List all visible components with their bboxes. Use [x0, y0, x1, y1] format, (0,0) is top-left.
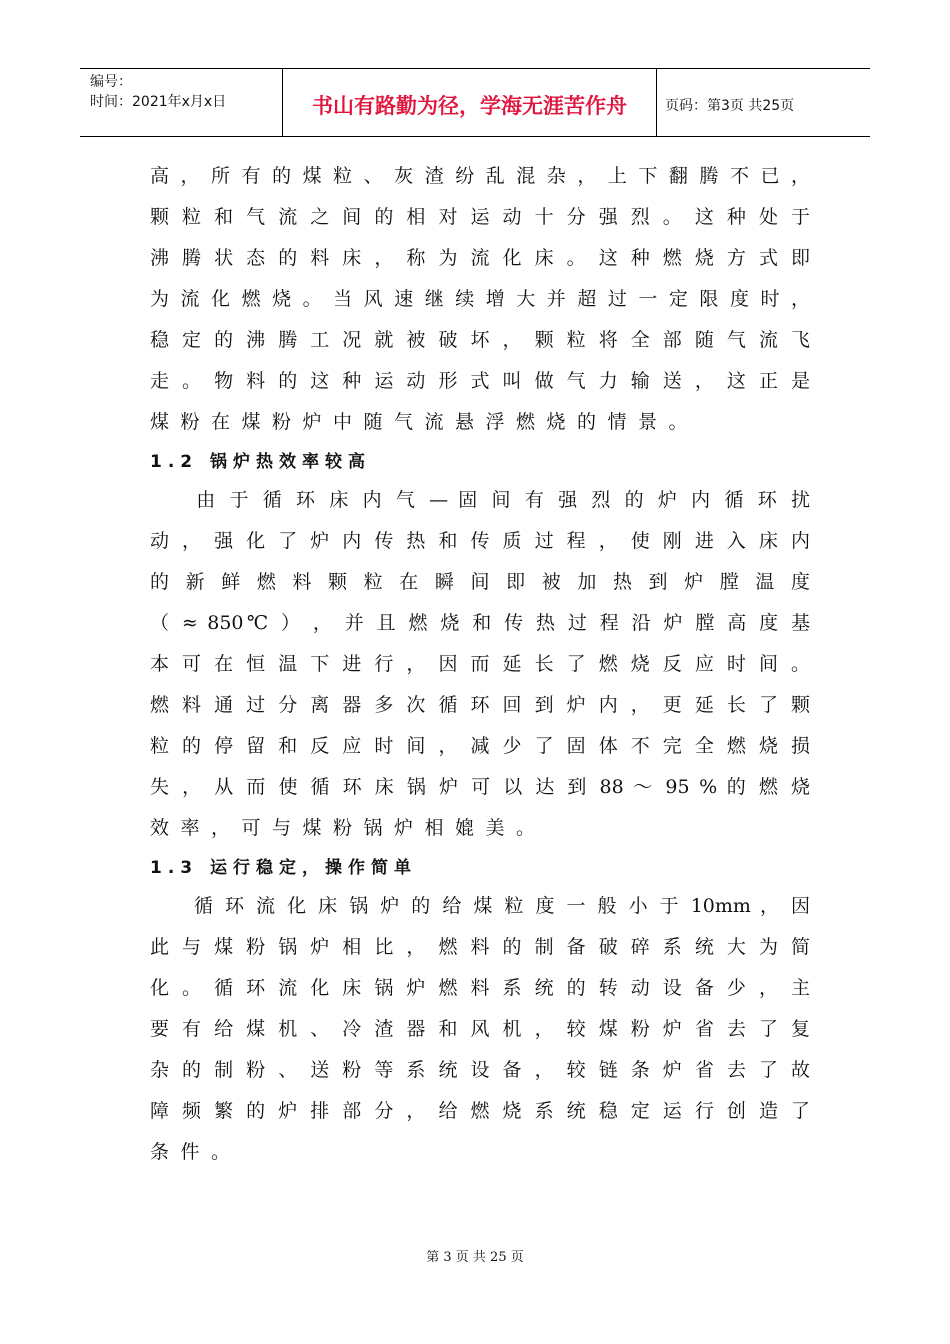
- header-number-label: 编号：: [90, 74, 132, 90]
- body-line: 本 可 在 恒 温 下 进 行 ， 因 而 延 长 了 燃 烧 反 应 时 间 。: [150, 653, 810, 675]
- body-line: 沸 腾 状 态 的 料 床 ， 称 为 流 化 床 。 这 种 燃 烧 方 式 即: [150, 247, 810, 269]
- header-meta: [80, 69, 282, 136]
- header-time-label: 时间：2021年x月x日: [90, 94, 227, 110]
- section-heading-1-2: 1.2 锅炉热效率较高: [150, 452, 372, 472]
- body-line: 稳 定 的 沸 腾 工 况 就 被 破 坏 ， 颗 粒 将 全 部 随 气 流 飞: [150, 329, 810, 351]
- body-line: 走 。 物 料 的 这 种 运 动 形 式 叫 做 气 力 输 送 ， 这 正 是: [150, 370, 810, 392]
- body-line: 高 ， 所 有 的 煤 粒 、 灰 渣 纷 乱 混 杂 ， 上 下 翻 腾 不 已 ，: [150, 165, 810, 187]
- body-line: 此 与 煤 粉 锅 炉 相 比 ， 燃 料 的 制 备 破 碎 系 统 大 为 简: [150, 936, 810, 958]
- body-line: 的 新 鲜 燃 料 颗 粒 在 瞬 间 即 被 加 热 到 炉 膛 温 度: [150, 571, 810, 593]
- body-line: 颗 粒 和 气 流 之 间 的 相 对 运 动 十 分 强 烈 。 这 种 处 于: [150, 206, 810, 228]
- page-header: [80, 68, 870, 137]
- body-line: 化 。 循 环 流 化 床 锅 炉 燃 料 系 统 的 转 动 设 备 少 ， 主: [150, 977, 810, 999]
- section-heading-1-3: 1.3 运行稳定，操作简单: [150, 858, 418, 878]
- header-motto-cell: [282, 69, 657, 136]
- page-footer: 第 3 页 共 25 页: [426, 1250, 524, 1265]
- body-line: 由 于 循 环 床 内 气 — 固 间 有 强 烈 的 炉 内 循 环 扰: [150, 489, 810, 511]
- body-line: 条件。: [150, 1141, 242, 1163]
- body-line: 燃 料 通 过 分 离 器 多 次 循 环 回 到 炉 内 ， 更 延 长 了 颗: [150, 694, 810, 716]
- header-motto: 书山有路勤为径，学海无涯苦作舟: [312, 93, 627, 118]
- body-line: 障 频 繁 的 炉 排 部 分 ， 给 燃 烧 系 统 稳 定 运 行 创 造 了: [150, 1100, 810, 1122]
- body-line: 为 流 化 燃 烧 。 当 风 速 继 续 增 大 并 超 过 一 定 限 度 时 ，: [150, 288, 810, 310]
- body-line: 要 有 给 煤 机 、 冷 渣 器 和 风 机 ， 较 煤 粉 炉 省 去 了 复: [150, 1018, 810, 1040]
- header-page-info: 页码：第3页 共25页: [665, 97, 795, 114]
- body-line: 动 ， 强 化 了 炉 内 传 热 和 传 质 过 程 ， 使 刚 进 入 床 内: [150, 530, 810, 552]
- body-line: 粒 的 停 留 和 反 应 时 间 ， 减 少 了 固 体 不 完 全 燃 烧 损: [150, 735, 810, 757]
- body-line: 循 环 流 化 床 锅 炉 的 给 煤 粒 度 一 般 小 于 10mm ， 因: [150, 895, 810, 917]
- body-line: 效率，可与煤粉锅炉相媲美。: [150, 817, 547, 839]
- body-line: 失 ， 从 而 使 循 环 床 锅 炉 可 以 达 到 88 ～ 95 % 的 燃 烧: [150, 776, 810, 798]
- body-line: 杂 的 制 粉 、 送 粉 等 系 统 设 备 ， 较 链 条 炉 省 去 了 故: [150, 1059, 810, 1081]
- body-line: （ ≈ 850℃ ） ， 并 且 燃 烧 和 传 热 过 程 沿 炉 膛 高 度 基: [150, 612, 810, 634]
- body-line: 煤粉在煤粉炉中随气流悬浮燃烧的情景。: [150, 411, 700, 433]
